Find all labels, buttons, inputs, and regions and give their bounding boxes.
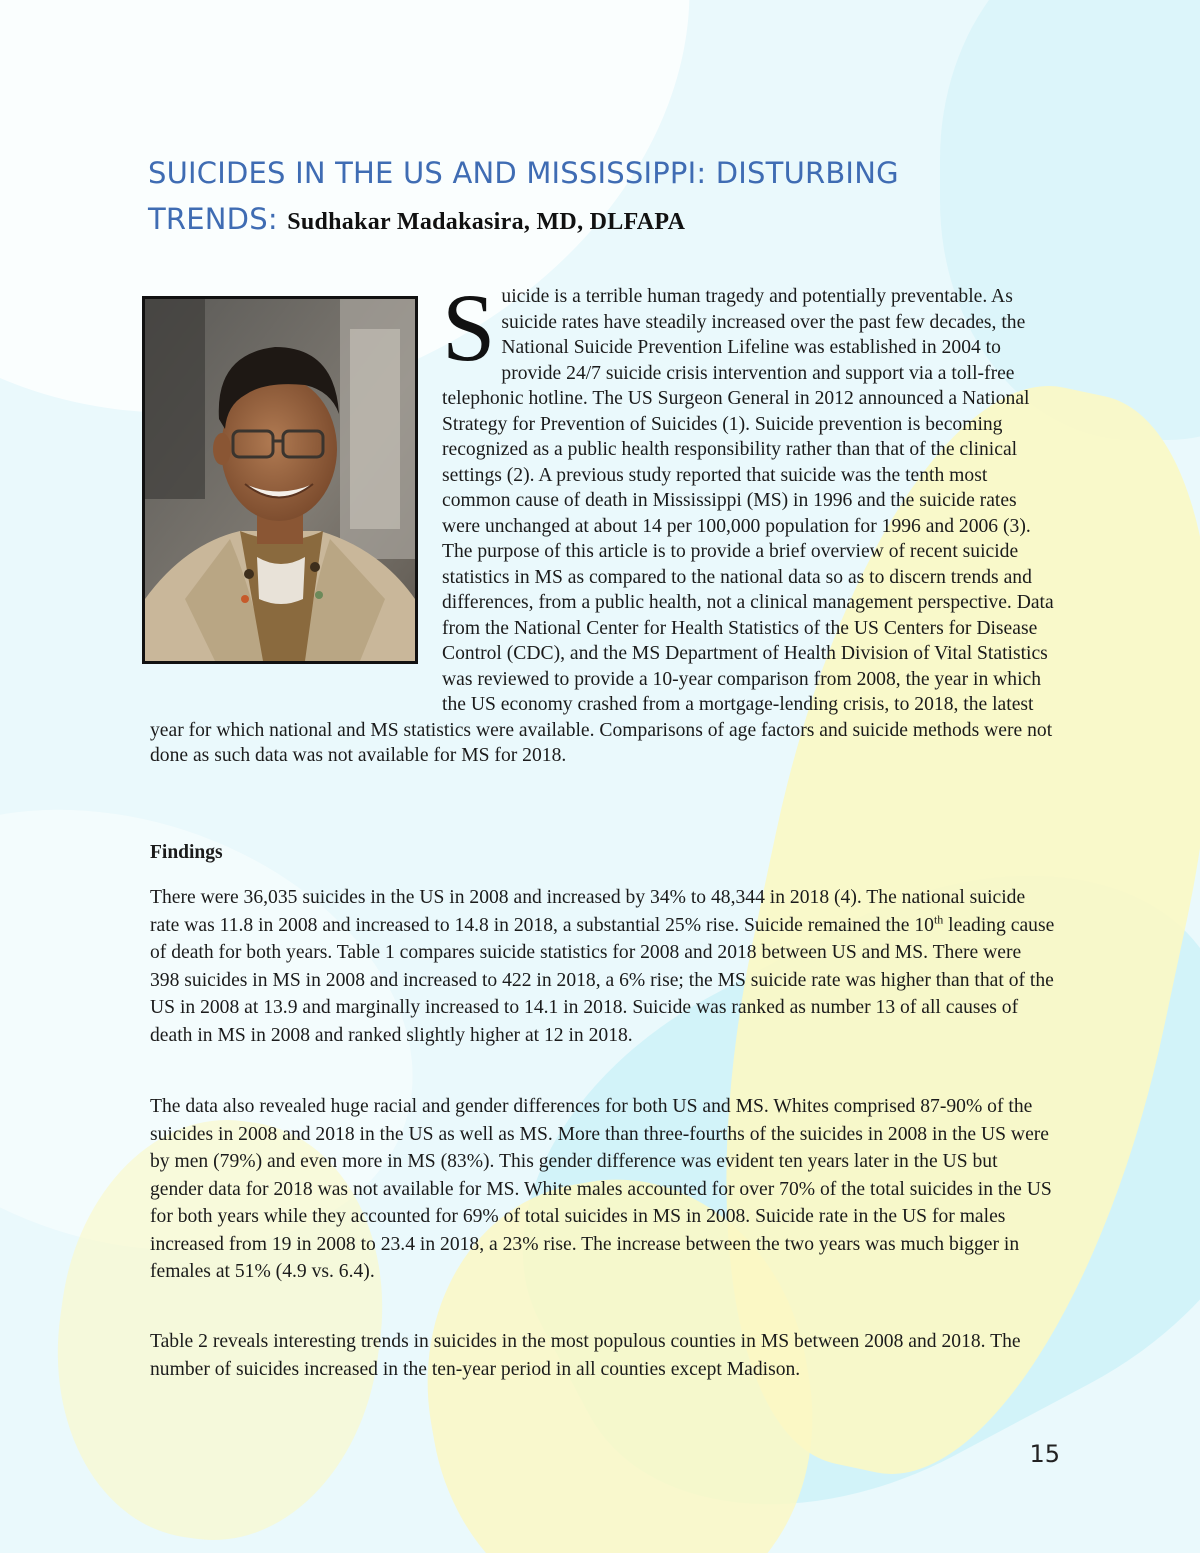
findings-paragraph-3: Table 2 reveals interesting trends in suicides in the most populous counties in MS between 2008 and 2018. The number of suicides increased in the ten-year period in all counties except Madison. <box>150 1331 1021 1380</box>
author-byline: Sudhakar Madakasira, MD, DLFAPA <box>287 209 686 235</box>
intro-text: uicide is a terrible human tragedy and potentially preventable. As suicide rates have steadily increased over the past few decades, the National Suicide Prevention Lifeline was established in 2004 to provide 24/7 suicide crisis intervention and support via a toll-free telephonic hotline. The US Surgeon General in 2012 announced a National Strategy for Prevention of Suicides (1). Suicide prevention is becoming recognized as a public health responsibility rather than that of the clinical settings (2). A previous study reported that suicide was the tenth most common cause of death in Mississippi (MS) in 1996 and the suicide rates were unchanged at about 14 per 100,000 population for 1996 and 2006 (3). The purpose of this article is to provide a brief overview of recent suicide statistics in MS as compared to the national data so as to discern trends and differences, from a public health, not a clinical management perspective. Data from the National Center for Health Statistics of the US Centers for Disease Control (CDC), and the MS Department of Health Division of Vital Statistics was reviewed to provide a 10-year comparison from 2008, the year in which the US economy crashed from a mortgage-lending crisis, to 2018, the latest year for which national and MS statistics were available. Comparisons of age factors and suicide methods were not done as such data was not available for MS for 2018. <box>150 286 1054 766</box>
findings-paragraph-2: The data also revealed huge racial and gender differences for both US and MS. Whites comprised 87-90% of the suicides in 2008 and 2018 in the US as well as MS. More than three-fourths of the suicides in 2008 in the US were by men (79%) and even more in MS (83%). This gender difference was evident ten years later in the US but gender data for 2018 was not available for MS. White males accounted for over 70% of the total suicides in the US for both years while they accounted for 69% of total suicides in MS in 2008. Suicide rate in the US for males increased from 19 in 2008 to 23.4 in 2018, a 23% rise. The increase between the two years was much bigger in females at 51% (4.9 vs. 6.4). <box>150 1096 1052 1282</box>
ordinal-suffix: th <box>933 911 944 926</box>
findings-heading: Findings <box>150 842 223 863</box>
title-line-1: SUICIDES IN THE US AND MISSISSIPPI: DISTURBING <box>148 156 899 190</box>
paragraph-1-text-a: There were 36,035 suicides in the US in 2008 and increased by 34% to 48,344 in 2018 (4). The national suicide rate was 11.8 in 2008 and increased to 14.8 in 2018, a substantial 25% rise. Suicide remained the 10 <box>150 887 1026 936</box>
drop-cap: S <box>442 274 496 381</box>
paragraph-1-text-b: leading cause of death for both years. Table 1 compares suicide statistics for 2008 and 2018 between US and MS. There were 398 suicides in MS in 2008 and increased to 422 in 2018, a 6% rise; the MS suicide rate was higher than that of the US in 2008 at 13.9 and marginally increased to 14.1 in 2018. Suicide was ranked as number 13 of all causes of death in MS in 2008 and ranked slightly higher at 12 in 2018. <box>150 914 1055 1046</box>
findings-paragraph-1 <box>150 884 1055 1049</box>
article-title <box>148 150 1048 245</box>
page-number: 15 <box>1029 1440 1060 1468</box>
title-line-2: TRENDS: <box>148 202 278 236</box>
intro-paragraph <box>150 274 1055 769</box>
photo-wrap-spacer <box>150 284 442 696</box>
